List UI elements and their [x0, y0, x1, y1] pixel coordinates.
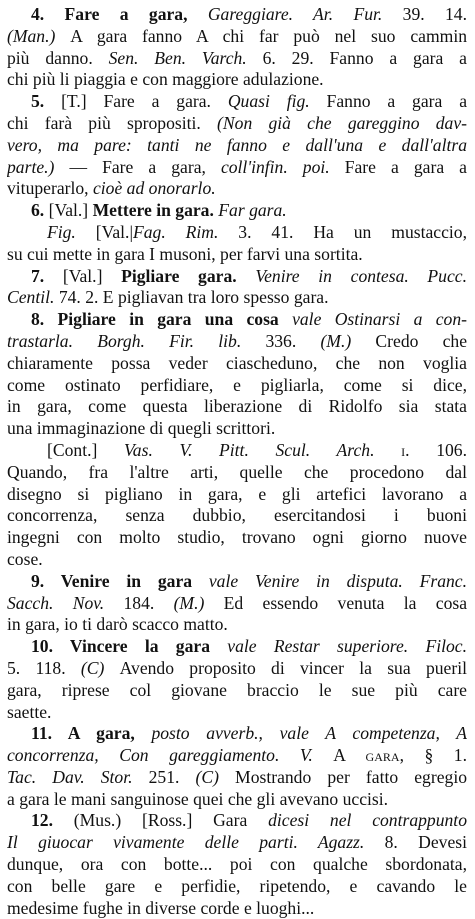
text-line — [7, 571, 467, 593]
text-line — [7, 702, 467, 724]
entry-4 — [7, 4, 467, 91]
text-segment: più danno. — [7, 47, 109, 68]
text-segment: [Val.] — [48, 200, 93, 221]
text-segment: come ostinato perfidiare, e pigliarla, come si dice, — [7, 374, 467, 395]
text-line — [7, 593, 467, 615]
text-segment: chi farà più spropositi. — [7, 112, 218, 133]
text-segment: 184. — [123, 592, 174, 613]
text-segment: Vas. V. Pitt. Scul. Arch. — [124, 439, 402, 460]
text-segment: 39. 14. — [402, 4, 467, 24]
text-segment: (Man.) — [7, 25, 71, 46]
text-line — [7, 178, 467, 200]
text-segment: ingegni con molto studio, trovano ogni giorno nuove — [7, 527, 467, 548]
text-segment: — Fare a gara, — [69, 156, 221, 177]
text-line — [7, 462, 467, 484]
text-segment: 251. — [148, 766, 196, 787]
text-line — [7, 418, 467, 440]
entry-6 — [7, 200, 467, 265]
text-segment: Venire in contesa. Pucc. — [255, 265, 467, 286]
text-line — [7, 789, 467, 811]
text-line — [7, 527, 467, 549]
entry-9 — [7, 571, 467, 636]
text-segment: (Mus.) [Ross.] Gara — [73, 810, 269, 831]
text-line — [7, 113, 467, 135]
text-line — [7, 876, 467, 898]
text-line — [7, 222, 467, 244]
text-line — [7, 309, 467, 331]
text-segment: concorrenza, senza dubbio, esercitandosi i buoni — [7, 505, 467, 526]
text-line — [7, 26, 467, 48]
text-segment: 11. A gara, — [31, 723, 152, 744]
text-segment: saette. — [7, 701, 52, 722]
text-segment: su cui mette in gara I musoni, per farvi una sortita. — [7, 243, 363, 264]
entry-12 — [7, 810, 467, 919]
text-segment: una immaginazione di quegli scrittori. — [7, 418, 276, 439]
text-segment: 74. 2. E pigliavan tra loro spesso gara. — [58, 287, 329, 308]
text-segment: 7. — [31, 265, 63, 286]
text-segment: 8. Devesi — [384, 832, 467, 853]
text-segment: A — [333, 745, 366, 766]
text-line — [7, 549, 467, 571]
text-line — [7, 331, 467, 353]
text-segment: 5. 118. — [7, 657, 81, 678]
text-segment: disegno si pigliano in gara, e gli artefici lavorano a — [7, 483, 467, 504]
text-segment: [Val.] — [62, 265, 122, 286]
text-segment: 8. Pigliare in gara una cosa — [31, 309, 293, 330]
text-line — [7, 636, 467, 658]
text-line — [7, 69, 467, 91]
text-segment: gara, riprese col giovane braccio le sue più care — [7, 679, 467, 700]
text-segment: i — [401, 439, 406, 460]
text-segment: Sacch. Nov. — [7, 592, 124, 613]
entry-7 — [7, 266, 467, 310]
text-segment: (M.) — [320, 330, 376, 351]
text-segment: 9. Venire in gara — [31, 570, 209, 591]
text-segment: . 106. — [405, 439, 467, 460]
text-segment: Ed essendo venuta la cosa — [223, 592, 467, 613]
text-segment: Mettere in gara. — [92, 200, 219, 221]
text-line — [7, 810, 467, 832]
text-segment: Far gara. — [218, 200, 287, 221]
text-segment: [Cont.] — [47, 439, 124, 460]
text-line — [7, 135, 467, 157]
text-segment: Credo che — [375, 330, 467, 351]
text-line — [7, 157, 467, 179]
entry-11 — [7, 723, 467, 810]
text-segment: 12. — [31, 810, 74, 831]
text-segment: chiaramente possa veder ciascheduno, che non voglia — [7, 352, 467, 373]
entry-5 — [7, 91, 467, 200]
text-segment: Sen. Ben. Varch. — [108, 47, 263, 68]
text-segment: (M.) — [173, 592, 224, 613]
text-line — [7, 505, 467, 527]
text-segment: 10. Vincere la gara — [31, 636, 228, 657]
text-segment: Fare a gara a — [344, 156, 467, 177]
text-segment: [T.] Fare a gara. — [61, 91, 228, 112]
text-segment: (C) — [80, 657, 120, 678]
text-segment: 4. Fare a gara, — [31, 4, 208, 24]
text-segment: trastarla. Borgh. Fir. lib. — [7, 330, 266, 351]
text-segment: Il giuocar vivamente delle parti. Agazz. — [7, 832, 385, 853]
text-segment: dunque, ora con botte... poi con qualche sbordonata, — [7, 854, 467, 875]
text-line — [7, 745, 467, 767]
text-line — [7, 658, 467, 680]
text-line — [7, 91, 467, 113]
text-segment: [Val.| — [95, 221, 133, 242]
text-segment: vale Venire in disputa. Franc. — [208, 570, 467, 591]
text-line — [7, 353, 467, 375]
text-segment: con belle gare e perfidie, ripetendo, e cavando le — [7, 875, 467, 896]
text-segment: Gareggiare. Ar. Fur. — [207, 4, 403, 24]
text-line — [7, 680, 467, 702]
text-segment: in gara, io ti darò scacco matto. — [7, 614, 228, 635]
text-line — [7, 244, 467, 266]
text-line — [7, 614, 467, 636]
text-line — [7, 287, 467, 309]
text-line — [7, 854, 467, 876]
text-segment: Fig. — [47, 221, 96, 242]
text-segment: Centil. — [7, 287, 59, 308]
entry-10 — [7, 636, 467, 723]
text-line — [7, 48, 467, 70]
text-line — [7, 396, 467, 418]
text-line — [7, 4, 467, 26]
text-segment: chi più li piaggia e con maggiore adulazione. — [7, 69, 324, 90]
text-segment: A gara fanno A chi far può nel suo cammin — [70, 25, 467, 46]
text-line — [7, 484, 467, 506]
text-segment: Fag. Rim. — [132, 221, 239, 242]
text-segment: Mostrando per fatto egregio — [235, 766, 467, 787]
text-segment: Quando, fra l'altre arti, quelle che procedono dal — [7, 461, 467, 482]
text-line — [7, 832, 467, 854]
text-segment: cioè ad onorarlo. — [92, 178, 216, 199]
text-line — [7, 723, 467, 745]
text-segment: 5. — [31, 91, 62, 112]
text-line — [7, 375, 467, 397]
text-line — [7, 200, 467, 222]
text-segment: gara — [365, 745, 400, 766]
text-segment: Pigliare gara. — [121, 265, 256, 286]
text-segment: parte.) — [7, 156, 70, 177]
text-segment: Avendo proposito di vincer la sua pueril — [119, 657, 467, 678]
text-segment: cose. — [7, 548, 43, 569]
text-segment: Fanno a gara a — [326, 91, 467, 112]
text-segment: coll'infin. poi. — [220, 156, 345, 177]
text-line — [7, 440, 467, 462]
text-segment: , § 1. — [399, 745, 467, 766]
text-segment: 3. 41. Ha un mustaccio, — [238, 221, 467, 242]
text-segment: (Non già che gareggino dav- — [217, 112, 467, 133]
entry-8 — [7, 309, 467, 571]
text-segment: vituperarlo, — [7, 178, 93, 199]
text-segment: 336. — [265, 330, 321, 351]
text-segment: Quasi fig. — [227, 91, 327, 112]
text-line — [7, 266, 467, 288]
text-line — [7, 898, 467, 919]
text-segment: medesime fughe in diverse corde e luoghi... — [7, 897, 315, 918]
text-segment: (C) — [195, 766, 236, 787]
text-segment: posto avverb., vale A competenza, A — [151, 723, 467, 744]
text-segment: vero, ma pare: tanti ne fanno e dall'una e dall'altra — [7, 134, 467, 155]
text-segment: a gara le mani sanguinose quei che gli avevano uccisi. — [7, 788, 389, 809]
text-segment: 6. — [31, 200, 49, 221]
text-segment: in gara, come questa liberazione di Ridolfo sia stata — [7, 396, 467, 417]
text-segment: vale Restar superiore. Filoc. — [227, 636, 467, 657]
text-segment: Tac. Dav. Stor. — [7, 766, 149, 787]
text-segment: dicesi nel contrappunto — [268, 810, 467, 831]
text-segment: vale Ostinarsi a con- — [292, 309, 467, 330]
text-line — [7, 767, 467, 789]
text-segment: 6. 29. Fanno a gara a — [262, 47, 467, 68]
text-segment: concorrenza, Con gareggiamento. V. — [7, 745, 334, 766]
